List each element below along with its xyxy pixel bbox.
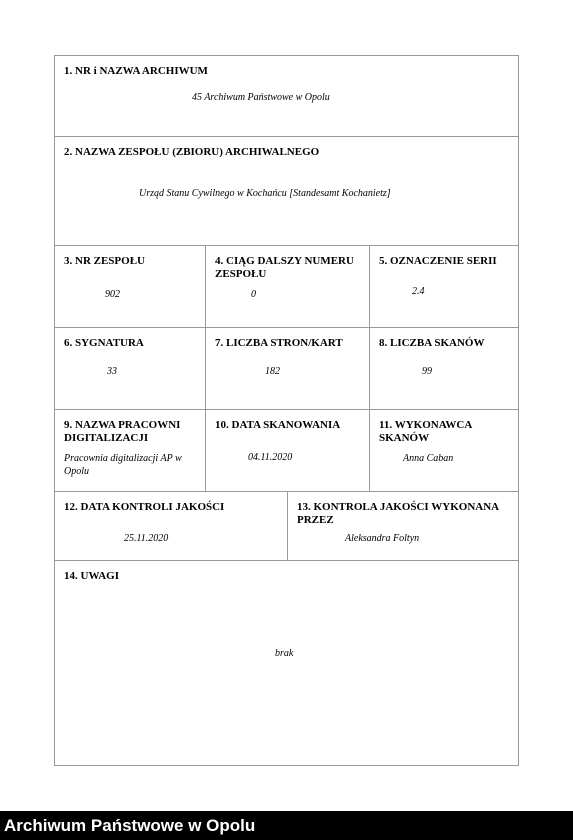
page-count-value: 182	[265, 366, 280, 377]
fonds-continuation-label: 4. CIĄG DALSZY NUMERU ZESPOŁU	[215, 255, 354, 280]
qc-performer-value: Aleksandra Foltyn	[345, 533, 420, 544]
lab-name-label: 9. NAZWA PRACOWNI DIGITALIZACJI	[64, 419, 181, 444]
scan-operator-value: Anna Caban	[403, 453, 454, 464]
cell-lab-name	[55, 410, 205, 491]
qc-date-value: 25.11.2020	[124, 533, 169, 544]
series-label: 5. OZNACZENIE SERII	[379, 255, 497, 267]
archive-label: 1. NR i NAZWA ARCHIWUM	[64, 65, 208, 77]
row-remarks	[54, 560, 519, 766]
fonds-number-value: 902	[105, 289, 120, 300]
cell-scan-operator	[369, 410, 518, 491]
row-quality-control	[54, 491, 519, 561]
cell-fonds-continuation	[205, 246, 369, 327]
remarks-label: 14. UWAGI	[64, 570, 120, 582]
archive-value: 45 Archiwum Państwowe w Opolu	[192, 92, 330, 103]
signature-value: 33	[107, 366, 117, 377]
scan-date-label: 10. DATA SKANOWANIA	[215, 419, 341, 431]
fonds-name-label: 2. NAZWA ZESPOŁU (ZBIORU) ARCHIWALNEGO	[64, 146, 320, 158]
scan-date-value: 04.11.2020	[248, 452, 293, 463]
row-digitization	[54, 409, 519, 492]
fonds-continuation-value: 0	[251, 289, 256, 300]
scan-count-label: 8. LICZBA SKANÓW	[379, 337, 485, 349]
series-value: 2.4	[412, 286, 425, 297]
metadata-form	[54, 55, 519, 766]
scan-operator-label: 11. WYKONAWCA SKANÓW	[379, 419, 472, 444]
qc-performer-label: 13. KONTROLA JAKOŚCI WYKONANA PRZEZ	[297, 501, 499, 526]
row-archive	[54, 55, 519, 137]
page-count-label: 7. LICZBA STRON/KART	[215, 337, 343, 349]
cell-qc-performer	[287, 492, 518, 560]
remarks-value: brak	[275, 648, 294, 659]
cell-page-count	[205, 328, 369, 409]
cell-fonds-number	[55, 246, 205, 327]
signature-label: 6. SYGNATURA	[64, 337, 144, 349]
row-fonds-name	[54, 136, 519, 246]
cell-scan-date	[205, 410, 369, 491]
cell-series	[369, 246, 518, 327]
cell-signature	[55, 328, 205, 409]
archive-footer-banner: Archiwum Państwowe w Opolu	[0, 811, 573, 840]
fonds-name-value: Urząd Stanu Cywilnego w Kochańcu [Standesamt Kochanietz]	[139, 188, 391, 199]
qc-date-label: 12. DATA KONTROLI JAKOŚCI	[64, 501, 225, 513]
cell-scan-count	[369, 328, 518, 409]
row-signature	[54, 327, 519, 410]
fonds-number-label: 3. NR ZESPOŁU	[64, 255, 145, 267]
scan-count-value: 99	[422, 366, 432, 377]
row-fonds-numbers	[54, 245, 519, 328]
lab-name-value: Pracownia digitalizacji AP w Opolu	[64, 453, 182, 477]
cell-qc-date	[55, 492, 287, 560]
